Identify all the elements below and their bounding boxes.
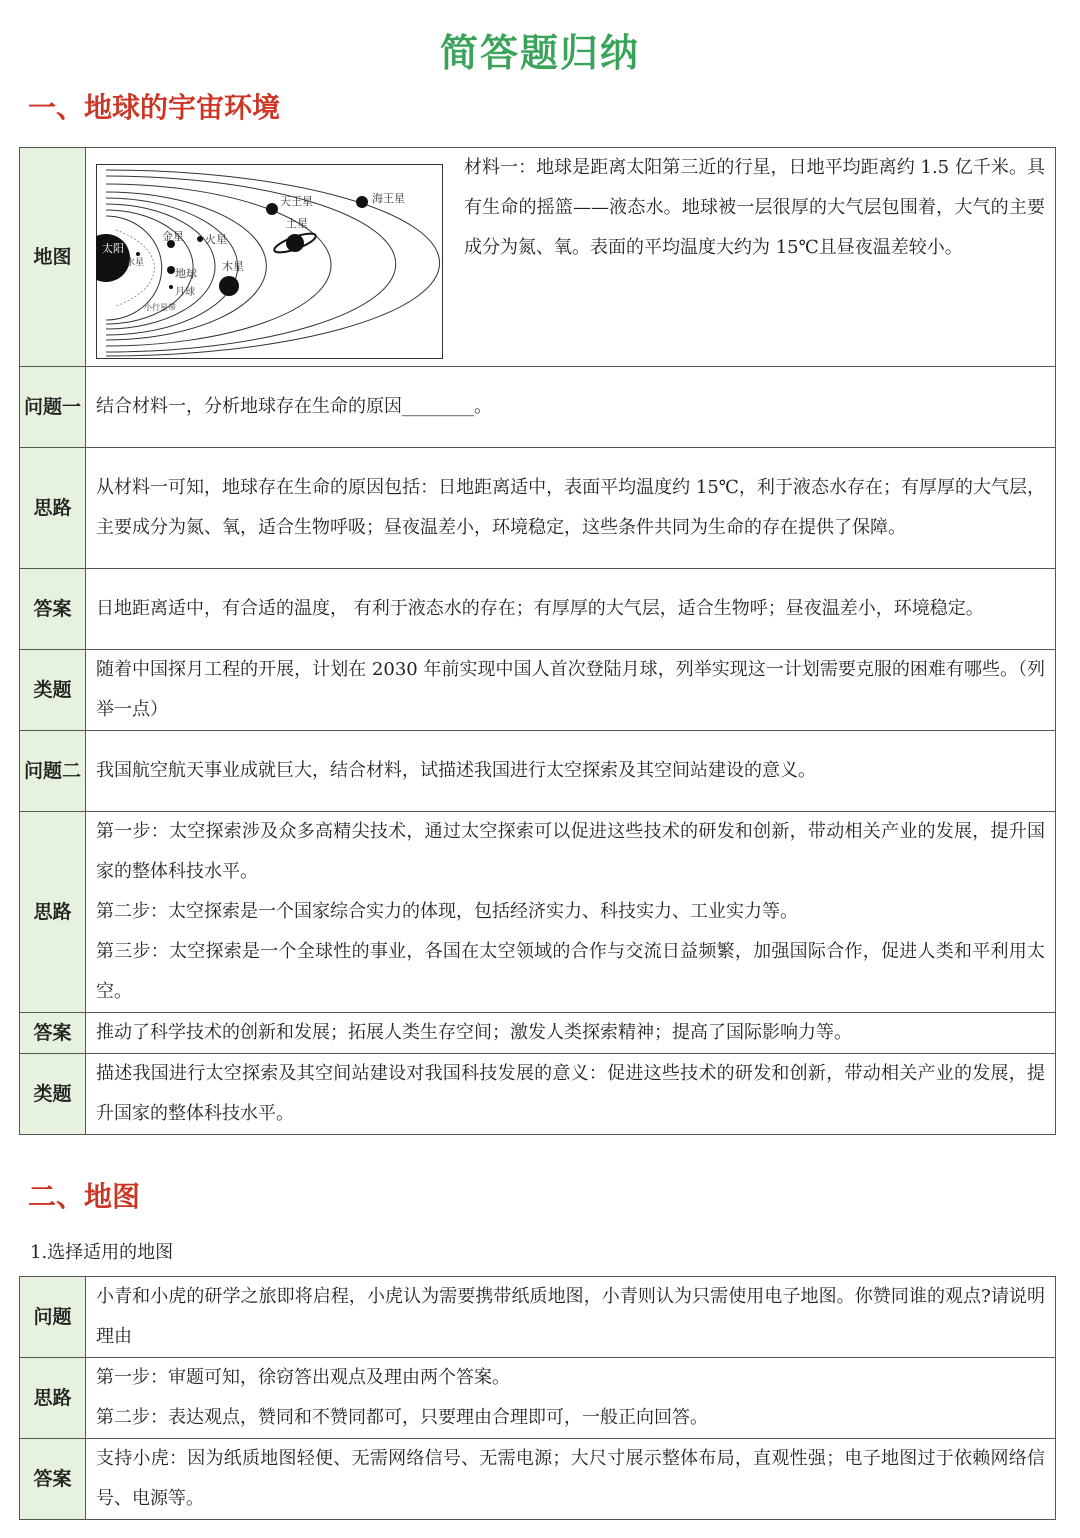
table-row — [20, 731, 1056, 812]
row-label: 类题 — [20, 650, 86, 731]
thinking1-text: 从材料一可知，地球存在生命的原因包括：日地距离适中，表面平均温度约 15℃，利于液态水存在；有厚厚的大气层，主要成分为氮、氧，适合生物呼吸；昼夜温差小，环境稳定，这些条件共同为生命的存在提供了保障。 — [86, 448, 1056, 569]
saturn-label: 土星 — [286, 217, 308, 230]
map-thinking-cell — [86, 1358, 1056, 1439]
table-row — [20, 569, 1056, 650]
answer2-text: 推动了科学技术的创新和发展；拓展人类生存空间；激发人类探索精神；提高了国际影响力等。 — [86, 1013, 1056, 1054]
section2-table — [19, 1276, 1056, 1520]
mercury-icon — [136, 252, 140, 256]
similar1-text: 随着中国探月工程的开展，计划在 2030 年前实现中国人首次登陆月球，列举实现这一计划需要克服的困难有哪些。（列举一点） — [86, 650, 1056, 731]
moon-label: 月球 — [175, 287, 195, 298]
answer1-text: 日地距离适中，有合适的温度， 有利于液态水的存在；有厚厚的大气层，适合生物呼；昼夜温差小，环境稳定。 — [86, 569, 1056, 650]
earth-icon — [167, 266, 175, 274]
row-label: 类题 — [20, 1054, 86, 1135]
thinking2-step: 第三步：太空探索是一个全球性的事业，各国在太空领域的合作与交流日益频繁，加强国际合作，促进人类和平利用太空。 — [96, 941, 1045, 1002]
moon-icon — [169, 285, 173, 289]
asteroid-belt-label: 小行星带 — [144, 303, 176, 312]
table-row — [20, 1277, 1056, 1358]
thinking2-step: 第一步：太空探索涉及众多高精尖技术，通过太空探索可以促进这些技术的研发和创新，带动相关产业的发展，提升国家的整体科技水平。 — [96, 821, 1045, 882]
saturn-icon — [286, 234, 304, 252]
material-text: 材料一：地球是距离太阳第三近的行星，日地平均距离约 1.5 亿千米。具有生命的摇篮——液态水。地球被一层很厚的大气层包围着，大气的主要成分为氮、氧。表面的平均温度大约为 15℃且昼夜温差较小。 — [464, 157, 1045, 258]
row-label: 问题二 — [20, 731, 86, 812]
map-question-text: 小青和小虎的研学之旅即将启程，小虎认为需要携带纸质地图，小青则认为只需使用电子地图。你赞同谁的观点?请说明理由 — [86, 1277, 1056, 1358]
uranus-label: 天王星 — [280, 195, 313, 208]
neptune-label: 海王星 — [372, 192, 405, 205]
thinking2-cell — [86, 812, 1056, 1013]
row-label: 思路 — [20, 1358, 86, 1439]
section2-subheading: 1.选择适用的地图 — [30, 1242, 174, 1263]
jupiter-icon — [219, 276, 239, 296]
table-row — [20, 1358, 1056, 1439]
solar-system-diagram — [96, 164, 443, 359]
map-answer-text: 支持小虎：因为纸质地图轻便、无需网络信号、无需电源；大尺寸展示整体布局，直观性强；电子地图过于依赖网络信号、电源等。 — [86, 1439, 1056, 1520]
page-title: 简答题归纳 — [439, 31, 640, 75]
sun-label: 太阳 — [102, 242, 124, 255]
table-row — [20, 650, 1056, 731]
uranus-icon — [266, 203, 278, 215]
row-label: 地图 — [20, 148, 86, 367]
map-thinking-step: 第一步：审题可知，徐窃答出观点及理由两个答案。 — [96, 1367, 510, 1388]
section2-heading: 二、地图 — [28, 1180, 141, 1213]
row-label: 答案 — [20, 569, 86, 650]
map-cell — [86, 148, 1056, 367]
map-thinking-step: 第二步：表达观点，赞同和不赞同都可，只要理由合理即可，一般正向回答。 — [96, 1407, 708, 1428]
row-label: 思路 — [20, 812, 86, 1013]
mars-icon — [197, 236, 203, 242]
section1-table — [19, 147, 1056, 1135]
question2-text: 我国航空航天事业成就巨大，结合材料，试描述我国进行太空探索及其空间站建设的意义。 — [86, 731, 1056, 812]
table-row — [20, 148, 1056, 367]
table-row — [20, 1054, 1056, 1135]
venus-label: 金星 — [162, 230, 184, 243]
thinking2-step: 第二步：太空探索是一个国家综合实力的体现，包括经济实力、科技实力、工业实力等。 — [96, 901, 798, 922]
mercury-label: 水星 — [126, 258, 145, 268]
table-row — [20, 1439, 1056, 1520]
similar2-text: 描述我国进行太空探索及其空间站建设对我国科技发展的意义：促进这些技术的研发和创新，带动相关产业的发展，提升国家的整体科技水平。 — [86, 1054, 1056, 1135]
mars-label: 火星 — [205, 233, 227, 246]
table-row — [20, 448, 1056, 569]
neptune-icon — [356, 196, 368, 208]
row-label: 问题一 — [20, 367, 86, 448]
row-label: 答案 — [20, 1439, 86, 1520]
table-row — [20, 1013, 1056, 1054]
row-label: 问题 — [20, 1277, 86, 1358]
row-label: 思路 — [20, 448, 86, 569]
earth-label: 地球 — [175, 267, 197, 280]
row-label: 答案 — [20, 1013, 86, 1054]
table-row — [20, 367, 1056, 448]
jupiter-label: 木星 — [222, 260, 244, 273]
table-row — [20, 812, 1056, 1013]
section1-heading: 一、地球的宇宙环境 — [28, 91, 281, 124]
question1-text: 结合材料一，分析地球存在生命的原因________。 — [86, 367, 1056, 448]
